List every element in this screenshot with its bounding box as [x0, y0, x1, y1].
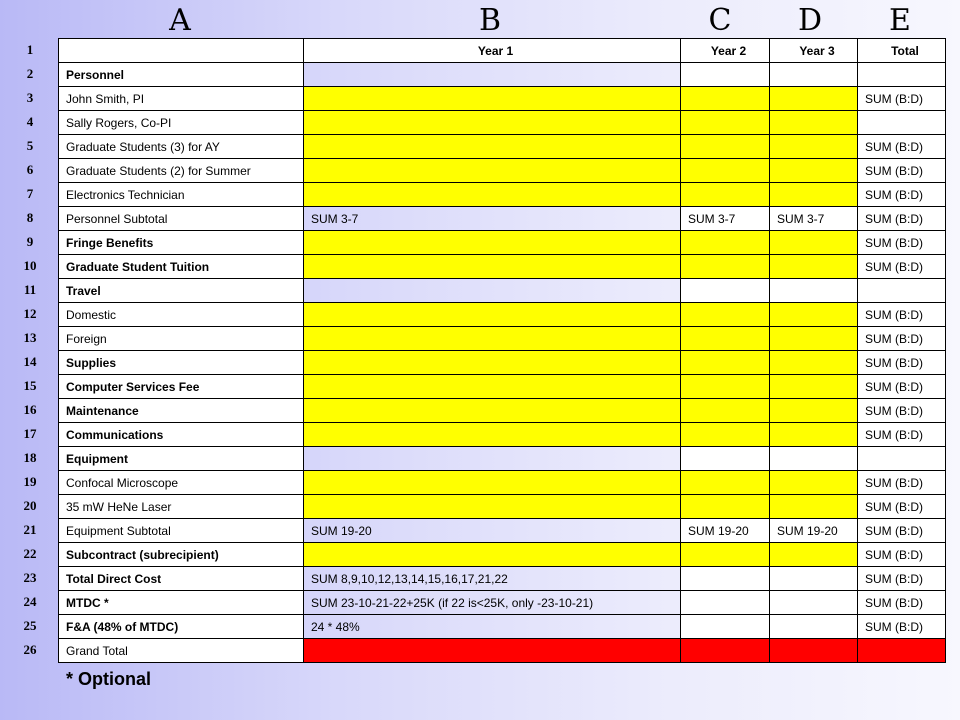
row-label[interactable]: Computer Services Fee — [59, 375, 304, 399]
cell[interactable] — [304, 63, 681, 87]
header-year1[interactable]: Year 1 — [304, 39, 681, 63]
row-label[interactable]: MTDC * — [59, 591, 304, 615]
row-number: 9 — [26, 234, 34, 249]
table-row — [59, 423, 946, 447]
total-cell[interactable]: SUM (B:D) — [858, 327, 946, 351]
row-label[interactable]: Total Direct Cost — [59, 567, 304, 591]
row-number: 15 — [23, 378, 37, 393]
cell[interactable] — [681, 447, 770, 471]
row-number: 18 — [23, 450, 37, 465]
cell[interactable] — [681, 639, 770, 663]
cell[interactable] — [770, 303, 858, 327]
cell[interactable] — [770, 447, 858, 471]
table-row — [59, 495, 946, 519]
cell[interactable] — [681, 159, 770, 183]
row-label[interactable]: 35 mW HeNe Laser — [59, 495, 304, 519]
row-number-column — [0, 38, 60, 662]
row-label[interactable]: Domestic — [59, 303, 304, 327]
row-label[interactable]: John Smith, PI — [59, 87, 304, 111]
row-number: 13 — [23, 330, 37, 345]
cell[interactable] — [770, 591, 858, 615]
total-cell[interactable]: SUM (B:D) — [858, 495, 946, 519]
header-row — [59, 39, 946, 63]
table-row — [59, 351, 946, 375]
table-row — [59, 399, 946, 423]
cell[interactable] — [681, 543, 770, 567]
row-number: 14 — [23, 354, 37, 369]
cell[interactable] — [770, 543, 858, 567]
table-row — [59, 135, 946, 159]
cell[interactable] — [770, 183, 858, 207]
column-letter-d: D — [797, 3, 823, 38]
cell[interactable] — [770, 327, 858, 351]
row-number: 26 — [23, 642, 37, 657]
total-cell[interactable]: SUM (B:D) — [858, 255, 946, 279]
total-cell[interactable]: SUM (B:D) — [858, 135, 946, 159]
cell[interactable] — [681, 303, 770, 327]
cell[interactable] — [770, 423, 858, 447]
cell[interactable] — [681, 87, 770, 111]
table-row — [59, 255, 946, 279]
cell[interactable] — [304, 327, 681, 351]
cell[interactable] — [858, 639, 946, 663]
row-label[interactable]: Personnel Subtotal — [59, 207, 304, 231]
row-label[interactable]: Confocal Microscope — [59, 471, 304, 495]
total-cell[interactable]: SUM (B:D) — [858, 471, 946, 495]
formula-cell[interactable]: SUM 3-7 — [770, 207, 858, 231]
cell[interactable] — [304, 183, 681, 207]
cell[interactable] — [770, 375, 858, 399]
row-number: 12 — [23, 306, 37, 321]
cell[interactable] — [304, 255, 681, 279]
row-number: 2 — [26, 66, 34, 81]
formula-cell[interactable]: 24 * 48% — [304, 615, 681, 639]
formula-cell[interactable]: SUM 19-20 — [681, 519, 770, 543]
row-number: 5 — [26, 138, 34, 153]
total-cell[interactable]: SUM (B:D) — [858, 519, 946, 543]
cell[interactable] — [770, 471, 858, 495]
cell[interactable] — [681, 591, 770, 615]
row-number: 16 — [23, 402, 37, 417]
row-number: 8 — [26, 210, 34, 225]
header-cell-a[interactable] — [59, 39, 304, 63]
cell[interactable] — [770, 63, 858, 87]
cell[interactable] — [681, 279, 770, 303]
table-row — [59, 543, 946, 567]
cell[interactable] — [681, 111, 770, 135]
cell[interactable] — [681, 231, 770, 255]
table-row — [59, 183, 946, 207]
total-cell[interactable]: SUM (B:D) — [858, 87, 946, 111]
row-label[interactable]: Foreign — [59, 327, 304, 351]
row-number: 3 — [26, 90, 34, 105]
cell[interactable] — [681, 375, 770, 399]
cell[interactable] — [304, 471, 681, 495]
total-cell[interactable]: SUM (B:D) — [858, 231, 946, 255]
table-row — [59, 63, 946, 87]
total-cell[interactable]: SUM (B:D) — [858, 615, 946, 639]
table-row — [59, 471, 946, 495]
row-label[interactable]: Equipment Subtotal — [59, 519, 304, 543]
row-label[interactable]: Personnel — [59, 63, 304, 87]
row-number: 20 — [23, 498, 37, 513]
total-cell[interactable]: SUM (B:D) — [858, 207, 946, 231]
cell[interactable] — [304, 639, 681, 663]
column-letter-e: E — [889, 3, 911, 38]
cell[interactable] — [304, 87, 681, 111]
row-number: 19 — [23, 474, 37, 489]
row-label[interactable]: Graduate Students (2) for Summer — [59, 159, 304, 183]
cell[interactable] — [858, 63, 946, 87]
cell[interactable] — [681, 399, 770, 423]
table-row — [59, 231, 946, 255]
cell[interactable] — [858, 279, 946, 303]
row-label[interactable]: Subcontract (subrecipient) — [59, 543, 304, 567]
table-row — [59, 279, 946, 303]
table-row — [59, 519, 946, 543]
cell[interactable] — [304, 543, 681, 567]
row-label[interactable]: F&A (48% of MTDC) — [59, 615, 304, 639]
row-label[interactable]: Travel — [59, 279, 304, 303]
total-cell[interactable]: SUM (B:D) — [858, 159, 946, 183]
grand-total-label[interactable]: Grand Total — [59, 639, 304, 663]
cell[interactable] — [681, 327, 770, 351]
cell[interactable] — [770, 255, 858, 279]
cell[interactable] — [770, 231, 858, 255]
cell[interactable] — [304, 135, 681, 159]
column-letter-a: A — [169, 3, 191, 38]
cell[interactable] — [681, 255, 770, 279]
cell[interactable] — [681, 615, 770, 639]
total-cell[interactable]: SUM (B:D) — [858, 591, 946, 615]
cell[interactable] — [770, 159, 858, 183]
cell[interactable] — [681, 423, 770, 447]
cell[interactable] — [770, 111, 858, 135]
cell[interactable] — [770, 399, 858, 423]
cell[interactable] — [304, 159, 681, 183]
table-row — [59, 375, 946, 399]
table-row — [59, 159, 946, 183]
cell[interactable] — [858, 447, 946, 471]
cell[interactable] — [681, 183, 770, 207]
table-row — [59, 327, 946, 351]
cell[interactable] — [304, 111, 681, 135]
optional-footnote: * Optional — [66, 669, 151, 689]
cell[interactable] — [304, 447, 681, 471]
cell[interactable] — [681, 135, 770, 159]
formula-cell[interactable]: SUM 3-7 — [304, 207, 681, 231]
cell[interactable] — [770, 279, 858, 303]
budget-table — [58, 38, 946, 663]
grand-total-row — [59, 639, 946, 663]
row-number: 7 — [26, 186, 34, 201]
total-cell[interactable]: SUM (B:D) — [858, 567, 946, 591]
cell[interactable] — [304, 423, 681, 447]
row-number: 10 — [23, 258, 37, 273]
column-letter-b: B — [478, 3, 502, 38]
cell[interactable] — [770, 615, 858, 639]
table-row — [59, 87, 946, 111]
table-row — [59, 303, 946, 327]
row-number: 4 — [26, 114, 34, 129]
row-label[interactable]: Communications — [59, 423, 304, 447]
row-label[interactable]: Graduate Student Tuition — [59, 255, 304, 279]
total-cell[interactable]: SUM (B:D) — [858, 183, 946, 207]
row-label[interactable]: Equipment — [59, 447, 304, 471]
formula-cell[interactable]: SUM 19-20 — [304, 519, 681, 543]
table-row — [59, 615, 946, 639]
total-cell[interactable]: SUM (B:D) — [858, 303, 946, 327]
cell[interactable] — [770, 639, 858, 663]
cell[interactable] — [681, 471, 770, 495]
cell[interactable] — [681, 63, 770, 87]
cell[interactable] — [770, 567, 858, 591]
cell[interactable] — [304, 375, 681, 399]
cell[interactable] — [304, 231, 681, 255]
row-label[interactable]: Sally Rogers, Co-PI — [59, 111, 304, 135]
row-number: 24 — [23, 594, 37, 609]
row-number: 6 — [26, 162, 34, 177]
formula-cell[interactable]: SUM 3-7 — [681, 207, 770, 231]
cell[interactable] — [770, 87, 858, 111]
table-row — [59, 111, 946, 135]
total-cell[interactable]: SUM (B:D) — [858, 351, 946, 375]
row-number: 11 — [23, 282, 37, 297]
row-number: 22 — [23, 546, 37, 561]
cell[interactable] — [681, 495, 770, 519]
cell[interactable] — [681, 351, 770, 375]
header-year2[interactable]: Year 2 — [681, 39, 770, 63]
cell[interactable] — [304, 303, 681, 327]
table-row — [59, 591, 946, 615]
cell[interactable] — [770, 135, 858, 159]
cell[interactable] — [304, 351, 681, 375]
table-row — [59, 447, 946, 471]
cell[interactable] — [770, 495, 858, 519]
cell[interactable] — [304, 279, 681, 303]
cell[interactable] — [770, 351, 858, 375]
total-cell[interactable]: SUM (B:D) — [858, 543, 946, 567]
cell[interactable] — [858, 111, 946, 135]
total-cell[interactable]: SUM (B:D) — [858, 423, 946, 447]
table-row — [59, 567, 946, 591]
row-label[interactable]: Electronics Technician — [59, 183, 304, 207]
row-label[interactable]: Maintenance — [59, 399, 304, 423]
cell[interactable] — [681, 567, 770, 591]
total-cell[interactable]: SUM (B:D) — [858, 375, 946, 399]
cell[interactable] — [304, 495, 681, 519]
row-number: 1 — [26, 42, 34, 57]
header-year3[interactable]: Year 3 — [770, 39, 858, 63]
cell[interactable] — [304, 399, 681, 423]
row-number: 17 — [23, 426, 37, 441]
row-label[interactable]: Fringe Benefits — [59, 231, 304, 255]
header-total[interactable]: Total — [858, 39, 946, 63]
formula-cell[interactable]: SUM 8,9,10,12,13,14,15,16,17,21,22 — [304, 567, 681, 591]
table-row — [59, 207, 946, 231]
column-letter-c: C — [708, 3, 732, 38]
formula-cell[interactable]: SUM 23-10-21-22+25K (if 22 is<25K, only -23-10-21) — [304, 591, 681, 615]
row-number: 23 — [23, 570, 37, 585]
row-label[interactable]: Supplies — [59, 351, 304, 375]
formula-cell[interactable]: SUM 19-20 — [770, 519, 858, 543]
row-number: 25 — [23, 618, 37, 633]
row-label[interactable]: Graduate Students (3) for AY — [59, 135, 304, 159]
total-cell[interactable]: SUM (B:D) — [858, 399, 946, 423]
row-number: 21 — [23, 522, 37, 537]
